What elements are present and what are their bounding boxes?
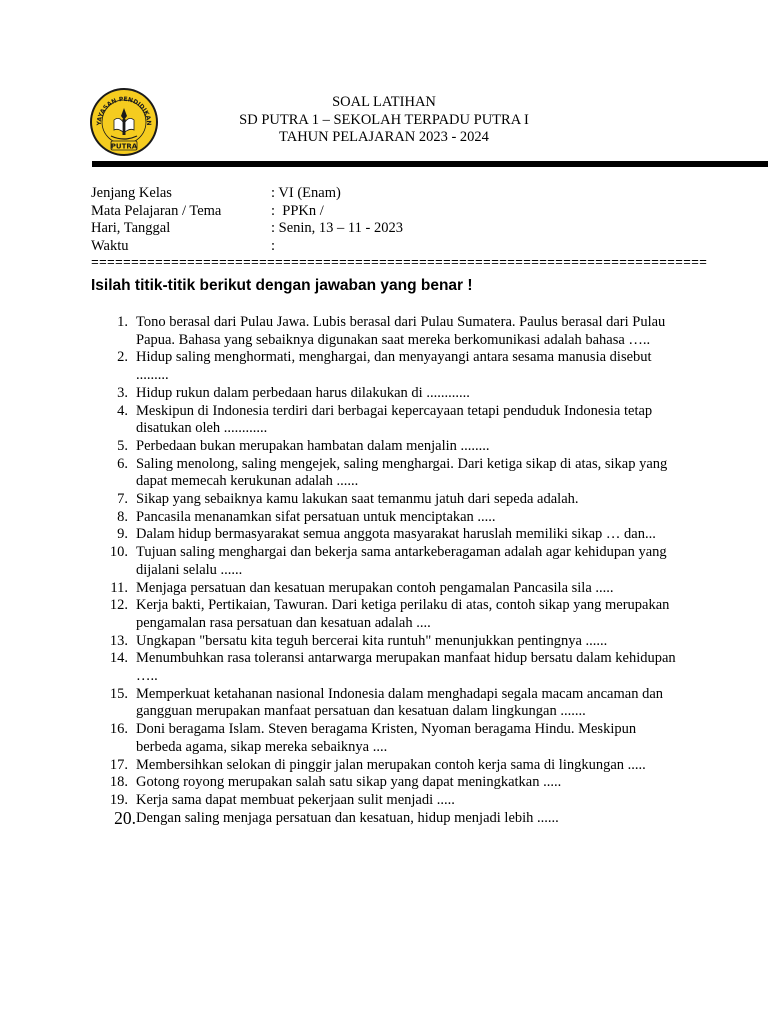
question-item xyxy=(100,438,680,456)
info-value: : xyxy=(271,237,276,254)
question-item xyxy=(100,757,680,775)
question-item xyxy=(100,792,680,810)
question-item xyxy=(100,686,680,721)
header-school: SD PUTRA 1 – SEKOLAH TERPADU PUTRA I xyxy=(239,111,529,128)
school-logo xyxy=(89,86,159,158)
question-item xyxy=(100,650,680,685)
exam-info xyxy=(91,185,403,255)
header-divider xyxy=(92,161,768,167)
question-item xyxy=(100,633,680,651)
question-number: 13. xyxy=(109,632,128,649)
question-text: Dalam hidup bermasyarakat semua anggota masyarakat haruslah memiliki sikap … dan... xyxy=(136,526,656,543)
question-number: 9. xyxy=(117,526,128,543)
question-text: Hidup saling menghormati, menghargai, dan menyayangi antara sesama manusia disebut ......... xyxy=(136,349,652,384)
info-label: Mata Pelajaran / Tema xyxy=(91,202,222,219)
question-item xyxy=(100,807,680,828)
question-item xyxy=(100,544,680,579)
question-number: 11. xyxy=(110,579,128,596)
info-label: Waktu xyxy=(91,237,129,254)
question-number: 14. xyxy=(109,650,128,667)
info-row-date xyxy=(91,220,403,238)
question-text: Gotong royong merupakan salah satu sikap yang dapat meningkatkan ..... xyxy=(136,774,562,791)
info-row-time xyxy=(91,238,403,256)
question-text: Dengan saling menjaga persatuan dan kesatuan, hidup menjadi lebih ...... xyxy=(136,809,559,826)
question-text: Memperkuat ketahanan nasional Indonesia dalam menghadapi segala macam ancaman dan gangguan merupakan manfaat persatuan dan kesatuan dalam lingkungan ....... xyxy=(136,685,664,720)
question-number: 10. xyxy=(109,544,128,561)
question-item xyxy=(100,526,680,544)
question-item xyxy=(100,491,680,509)
info-value: : VI (Enam) xyxy=(271,185,341,201)
question-number: 18. xyxy=(109,774,128,791)
question-item xyxy=(100,349,680,384)
question-text: Meskipun di Indonesia terdiri dari berbagai kepercayaan tetapi penduduk Indonesia tetap disatukan oleh ............ xyxy=(136,402,653,437)
question-item xyxy=(100,385,680,403)
school-emblem-icon xyxy=(89,86,159,158)
question-item xyxy=(100,721,680,756)
header-title: SOAL LATIHAN xyxy=(332,94,436,110)
question-list xyxy=(100,314,680,827)
document-header xyxy=(160,94,608,147)
question-number: 16. xyxy=(109,721,128,738)
question-text: Tono berasal dari Pulau Jawa. Lubis berasal dari Pulau Sumatera. Paulus berasal dari Pulau Papua. Bahasa yang sebaiknya digunakan saat mereka berkomunikasi adalah bahasa ….. xyxy=(136,314,666,348)
question-text: Kerja sama dapat membuat pekerjaan sulit menjadi ..... xyxy=(136,791,455,808)
question-item xyxy=(100,403,680,438)
question-text: Menjaga persatuan dan kesatuan merupakan contoh pengamalan Pancasila sila ..... xyxy=(136,579,614,596)
question-number: 3. xyxy=(117,384,128,401)
question-number: 4. xyxy=(117,402,128,419)
question-number: 6. xyxy=(117,455,128,472)
question-text: Ungkapan "bersatu kita teguh bercerai kita runtuh" menunjukkan pentingnya ...... xyxy=(136,632,608,649)
logo-bottom-text: PUTRA xyxy=(110,142,138,151)
question-number: 1. xyxy=(117,314,128,330)
question-item xyxy=(100,314,680,349)
question-text: Kerja bakti, Pertikaian, Tawuran. Dari ketiga perilaku di atas, contoh sikap yang merupakan pengamalan rasa persatuan dan kesatuan adalah .... xyxy=(136,597,670,631)
question-number: 12. xyxy=(109,597,128,614)
question-number: 8. xyxy=(117,508,128,525)
info-row-subject xyxy=(91,203,403,221)
question-text: Sikap yang sebaiknya kamu lakukan saat temanmu jatuh dari sepeda adalah. xyxy=(136,491,579,508)
question-item xyxy=(100,597,680,632)
logo-top-text: YAYASAN PENDIDIKAN xyxy=(95,95,153,126)
question-number: 7. xyxy=(117,491,128,508)
info-row-grade xyxy=(91,185,403,203)
question-text: Membersihkan selokan di pinggir jalan merupakan contoh kerja sama di lingkungan ..... xyxy=(136,756,646,773)
question-text: Hidup rukun dalam perbedaan harus dilakukan di ............ xyxy=(136,384,470,401)
question-number: 15. xyxy=(109,685,128,702)
question-number: 19. xyxy=(109,791,128,808)
question-number: 20. xyxy=(114,807,136,828)
question-item xyxy=(100,509,680,527)
info-value: : PPKn / xyxy=(271,202,324,219)
header-year: TAHUN PELAJARAN 2023 - 2024 xyxy=(279,129,489,145)
info-label: Hari, Tanggal xyxy=(91,220,171,236)
question-number: 17. xyxy=(109,756,128,773)
instruction-text: Isilah titik-titik berikut dengan jawaban yang benar ! xyxy=(91,277,473,294)
question-item xyxy=(100,774,680,792)
question-text: Pancasila menanamkan sifat persatuan untuk menciptakan ..... xyxy=(136,508,496,525)
question-text: Saling menolong, saling mengejek, saling menghargai. Dari ketiga sikap di atas, sikap yang dapat memecah kerukunan adalah ...... xyxy=(136,455,668,490)
info-value: : Senin, 13 – 11 - 2023 xyxy=(271,220,403,236)
separator-line: ============================================================================= xyxy=(91,256,708,270)
question-text: Tujuan saling menghargai dan bekerja sama antarkeberagaman adalah agar kehidupan yang dijalani selalu ...... xyxy=(136,544,667,578)
question-text: Perbedaan bukan merupakan hambatan dalam menjalin ........ xyxy=(136,437,490,454)
question-number: 2. xyxy=(117,349,128,366)
info-label: Jenjang Kelas xyxy=(91,185,172,201)
question-text: Menumbuhkan rasa toleransi antarwarga merupakan manfaat hidup bersatu dalam kehidupan ….. xyxy=(136,650,676,685)
question-item xyxy=(100,456,680,491)
question-text: Doni beragama Islam. Steven beragama Kristen, Nyoman beragama Hindu. Meskipun berbeda agama, sikap mereka sebaiknya .... xyxy=(136,721,637,755)
question-item xyxy=(100,580,680,598)
question-number: 5. xyxy=(117,437,128,454)
